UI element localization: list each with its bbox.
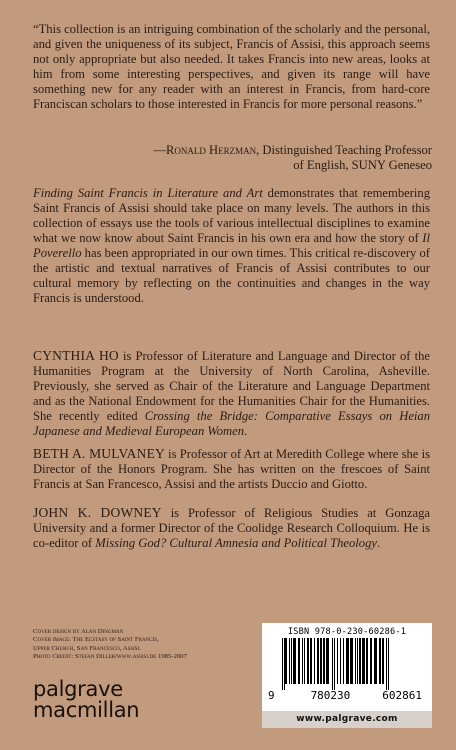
attribution-title-2: of English, SUNY Geneseo [293, 158, 432, 172]
barcode-bar [359, 638, 361, 684]
quote-text: “This collection is an intriguing combination of the scholarly and the personal, and given the uniqueness of its subject, Francis of Assisi, this approach seems not only appropriate but also needed. It takes Francis into new areas, looks at him from some interesting perspectives, and given its range will have something new for any reader with an interest in Francis, from hard-core Franciscan scholars to those interested in Francis for more personal reasons.” [33, 22, 430, 111]
publisher-name-line-1: palgrave [33, 677, 123, 701]
bio-book-title: Crossing the Bridge: Comparative Essays on Heian Japanese and Medieval European Women [33, 409, 430, 438]
description-part-1: demonstrates that remembering Saint Francis of Assisi should take place on many levels. The authors in this collection of essays use the tools of various intellectual disciplines to examine what we now know about Saint Francis in his own era and how the story of [33, 186, 430, 245]
barcode-bar [374, 638, 377, 684]
barcode-digits [268, 690, 426, 702]
publisher-name-line-2: macmillan [33, 698, 140, 722]
barcode-bar [350, 638, 353, 684]
bio-text: is Professor of Religious Studies at Gonzaga University and a former Director of the Coolidge Research Colloquium. He is co-editor of [33, 506, 430, 550]
bio-text-end: . [244, 424, 248, 438]
author-bio [33, 446, 430, 492]
barcode-bars [272, 638, 422, 690]
attribution-name: —Ronald Herzman, [153, 143, 260, 157]
barcode-bar [317, 638, 319, 684]
barcode-bar [298, 638, 300, 684]
barcode-bar [355, 638, 356, 684]
book-description [33, 186, 430, 306]
barcode-digits-right: 602861 [382, 689, 422, 702]
barcode-bar [285, 638, 287, 684]
barcode-guard-bar [386, 638, 387, 690]
barcode-bar [310, 638, 312, 684]
book-title: Finding Saint Francis in Literature and Art [33, 186, 263, 200]
barcode-bar [323, 638, 325, 684]
barcode-bar [326, 638, 329, 684]
barcode-bar [304, 638, 305, 684]
barcode-bar [340, 638, 341, 684]
credit-line: Upper Church, San Francesco, Assisi. [33, 644, 141, 652]
il-poverello: Il Poverello [33, 231, 430, 260]
barcode-bar [379, 638, 381, 684]
credit-line: Photo Credit: Stefan Diller/www.assisi.de 1985-2007 [33, 653, 187, 661]
bio-book-title: Missing God? Cultural Amnesia and Political Theology [95, 536, 377, 550]
barcode-bar [362, 638, 365, 684]
barcode-guard-bar [388, 638, 389, 690]
barcode-bar [289, 638, 290, 684]
barcode-bar [314, 638, 315, 684]
attribution-title-1: Distinguished Teaching Professor [259, 143, 432, 157]
author-name: BETH A. MULVANEY [33, 446, 165, 461]
barcode-bar [357, 638, 358, 684]
barcode-guard-bar [332, 638, 333, 690]
barcode-bar [291, 638, 292, 684]
barcode-bar [370, 638, 372, 684]
barcode-bar [293, 638, 296, 684]
isbn-barcode [262, 623, 432, 711]
quote-attribution [60, 143, 432, 173]
barcode-guard-bar [334, 638, 335, 690]
author-bio [33, 348, 430, 439]
barcode-guard-bar [284, 638, 285, 690]
author-bio [33, 505, 430, 551]
barcode-digit-lead: 9 [268, 689, 275, 702]
bio-text: is Professor of Literature and Language and Director of the Humanities Program at the University of North Carolina, Asheville. Previously, she served as Chair of the Literature and Language Department and as the National Endowment for the Humanities Chair for the Humanities. She recently edited [33, 349, 430, 423]
isbn-label: ISBN 978-0-230-60286-1 [287, 627, 407, 637]
credit-line: Cover image: The Ecstasy of Saint Francis, [33, 636, 159, 644]
barcode-bar [307, 638, 309, 684]
description-part-2: has been appropriated in our own times. This critical re-discovery of the artistic and textual narratives of Francis of Assisi contributes to our cultural memory by reflecting on the continuities and changes in the way Francis is understood. [33, 246, 430, 305]
barcode-bar [366, 638, 368, 684]
cover-credits [33, 628, 258, 662]
barcode-bar [382, 638, 384, 684]
barcode-bar [343, 638, 344, 684]
publisher-logo [33, 679, 139, 721]
blurb-quote [33, 22, 430, 112]
publisher-website: www.palgrave.com [262, 711, 432, 728]
barcode-bar [320, 638, 322, 684]
barcode-bar [337, 638, 338, 684]
author-name: CYNTHIA HO [33, 348, 119, 363]
barcode-guard-bar [282, 638, 283, 690]
barcode-bar [302, 638, 303, 684]
credit-line: Cover design by Alan Dingman [33, 628, 124, 635]
bio-text: is Professor of Art at Meredith College where she is Director of the Honors Program. She has written on the frescoes of Saint Francis at San Francesco, Assisi and the artists Duccio and Giotto. [33, 447, 430, 491]
bio-text-end: . [376, 536, 381, 550]
author-name: JOHN K. DOWNEY [33, 505, 162, 520]
barcode-digits-left: 780230 [310, 689, 351, 702]
barcode-bar [346, 638, 349, 684]
